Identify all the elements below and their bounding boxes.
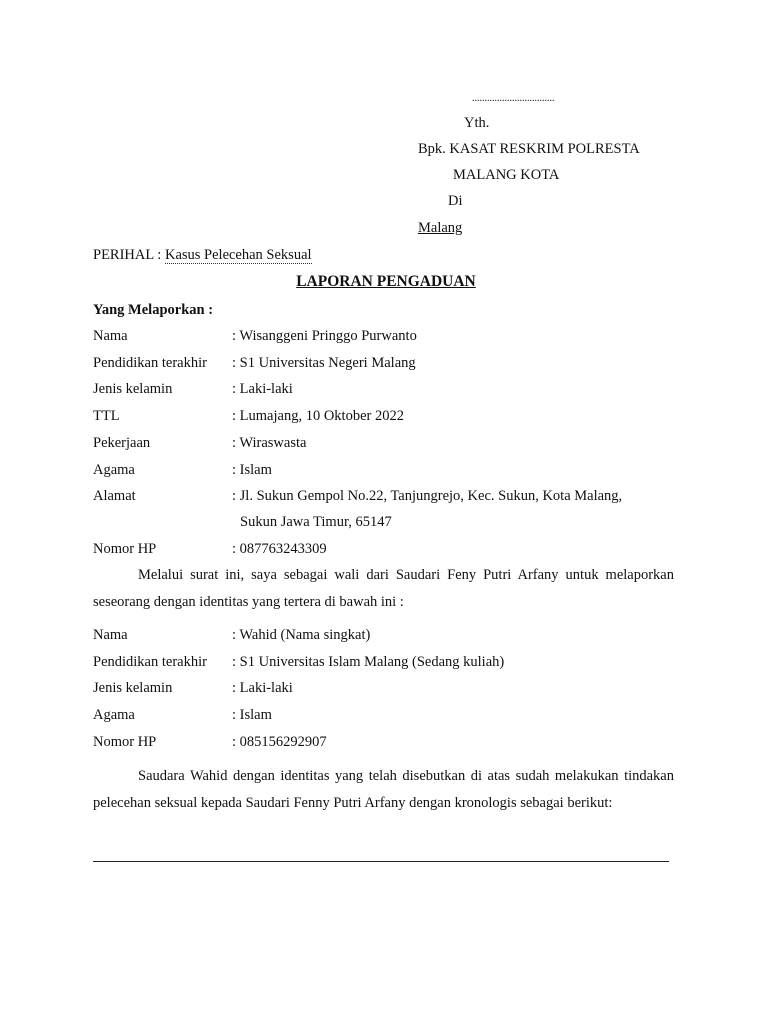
field-label: Nama — [93, 328, 128, 344]
reporter-row-alamat-cont — [93, 514, 392, 531]
field-label: Jenis kelamin — [93, 381, 173, 397]
reporter-row-ttl — [93, 408, 404, 425]
field-value: : 087763243309 — [232, 541, 327, 557]
reporter-row-pekerjaan — [93, 435, 306, 452]
recipient-line-2: MALANG KOTA — [453, 167, 560, 183]
perihal-label: PERIHAL : — [93, 247, 165, 263]
field-value: : Laki-laki — [232, 381, 293, 397]
reporter-row-nomor-hp — [93, 541, 327, 558]
field-label: Jenis kelamin — [93, 680, 173, 696]
field-label: Nomor HP — [93, 541, 157, 557]
recipient-line-1: Bpk. KASAT RESKRIM POLRESTA — [418, 141, 640, 157]
field-value: : Lumajang, 10 Oktober 2022 — [232, 408, 404, 424]
document-title: LAPORAN PENGADUAN — [296, 273, 476, 290]
field-value: : Islam — [232, 462, 272, 478]
reporter-row-nama — [93, 328, 417, 345]
field-value: : S1 Universitas Islam Malang (Sedang kuliah) — [232, 654, 505, 670]
reporter-heading: Yang Melaporkan : — [93, 302, 214, 318]
chronology-paragraph-text: Saudara Wahid dengan identitas yang telah disebutkan di atas sudah melakukan tindakan pelecehan seksual kepada Saudari Fenny Putri Arfany dengan kronologis sebagai berikut: — [93, 768, 674, 811]
field-value: : Jl. Sukun Gempol No.22, Tanjungrejo, Kec. Sukun, Kota Malang, — [232, 488, 623, 504]
perihal-value: Kasus Pelecehan Seksual — [164, 247, 312, 263]
recipient-di: Di — [448, 193, 463, 209]
field-label: Pendidikan terakhir — [93, 355, 207, 371]
reporter-row-jenis-kelamin — [93, 381, 293, 398]
reported-row-nomor-hp — [93, 734, 327, 751]
field-value: : Wiraswasta — [232, 435, 307, 451]
chronology-paragraph — [93, 763, 674, 816]
reported-row-nama — [93, 627, 370, 644]
perihal-line — [93, 247, 312, 264]
intro-paragraph-text: Melalui surat ini, saya sebagai wali dari Saudari Feny Putri Arfany untuk melaporkan seseorang dengan identitas yang tertera di bawah ini : — [93, 567, 674, 610]
field-label: Nama — [93, 627, 128, 643]
salutation-yth: Yth. — [464, 115, 490, 131]
field-value: : Wisanggeni Pringgo Purwanto — [232, 328, 417, 344]
field-label: Agama — [93, 707, 135, 723]
field-value: : Islam — [232, 707, 272, 723]
field-label: Pekerjaan — [93, 435, 151, 451]
field-label: Nomor HP — [93, 734, 157, 750]
intro-paragraph — [93, 562, 674, 615]
field-value: : 085156292907 — [232, 734, 327, 750]
field-label: Alamat — [93, 488, 136, 504]
recipient-city: Malang — [418, 220, 463, 236]
field-label: Pendidikan terakhir — [93, 654, 207, 670]
field-value: : S1 Universitas Negeri Malang — [232, 355, 416, 371]
reported-row-pendidikan — [93, 654, 504, 671]
field-label: Agama — [93, 462, 135, 478]
date-placeholder-dots: ................................. — [472, 93, 555, 104]
field-label: TTL — [93, 408, 120, 424]
field-value: : Laki-laki — [232, 680, 293, 696]
reporter-row-agama — [93, 462, 272, 479]
field-value: : Wahid (Nama singkat) — [232, 627, 371, 643]
field-value: Sukun Jawa Timur, 65147 — [240, 514, 392, 530]
reporter-row-alamat — [93, 488, 622, 505]
reporter-row-pendidikan — [93, 355, 416, 372]
chronology-blank-line — [93, 861, 669, 862]
reported-row-jenis-kelamin — [93, 680, 293, 697]
reported-row-agama — [93, 707, 272, 724]
